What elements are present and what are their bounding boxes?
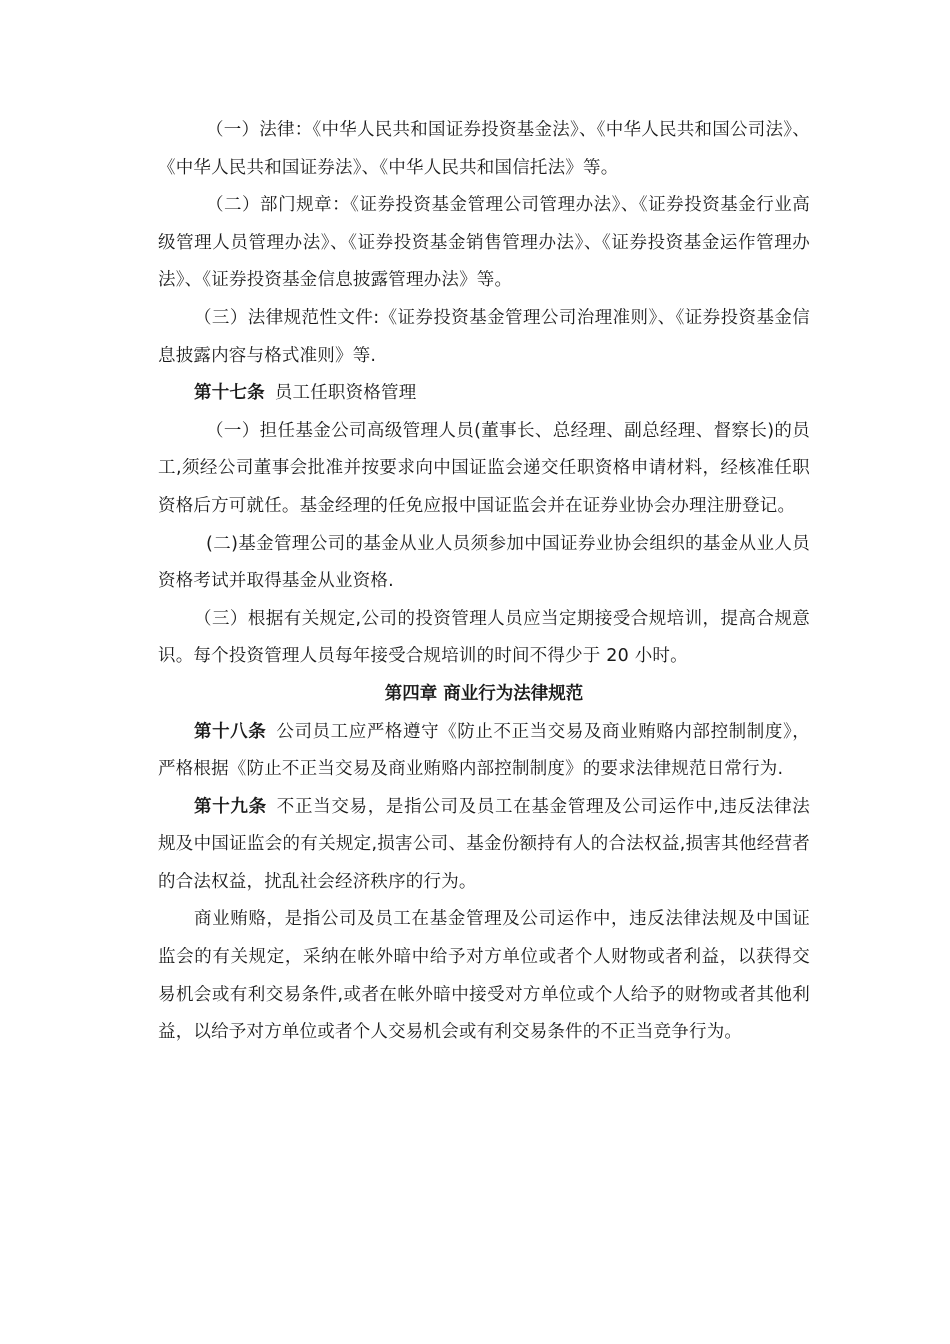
- document-page: [158, 112, 810, 1052]
- article-18: [158, 714, 810, 789]
- chapter-heading: 第四章 商业行为法律规范: [384, 683, 584, 704]
- paragraph-compliance-training: （三）根据有关规定,公司的投资管理人员应当定期接受合规培训，提高合规意识。每个投资管理人员每年接受合规培训的时间不得少于 20 小时。: [158, 608, 810, 667]
- article-18-text: 公司员工应严格遵守《防止不正当交易及商业贿赂内部控制制度》，严格根据《防止不正当交易及商业贿赂内部控制制度》的要求法律规范日常行为.: [158, 721, 810, 780]
- paragraph-fund-practitioners: (二)基金管理公司的基金从业人员须参加中国证券业协会组织的基金从业人员资格考试并取得基金从业资格.: [158, 533, 810, 592]
- article-17-title: 第十七条: [194, 383, 265, 404]
- article-19: [158, 789, 810, 902]
- paragraph-senior-management: （一）担任基金公司高级管理人员(董事长、总经理、副总经理、督察长)的员工,须经公司董事会批准并按要求向中国证监会递交任职资格申请材料，经核准任职资格后方可就任。基金经理的任免应报中国证监会并在证券业协会办理注册登记。: [158, 420, 810, 516]
- paragraph-commercial-bribery: 商业贿赂，是指公司及员工在基金管理及公司运作中，违反法律法规及中国证监会的有关规定，采纳在帐外暗中给予对方单位或者个人财物或者利益，以获得交易机会或有利交易条件,或者在帐外暗中接受对方单位或个人给予的财物或者其他利益，以给予对方单位或者个人交易机会或有利交易条件的不正当竞争行为。: [158, 909, 810, 1043]
- article-17: [158, 375, 810, 413]
- paragraph-department-rules: （二）部门规章：《证券投资基金管理公司管理办法》、《证券投资基金行业高级管理人员管理办法》、《证券投资基金销售管理办法》、《证券投资基金运作管理办法》、《证券投资基金信息披露管理办法》等。: [158, 195, 810, 291]
- paragraph-laws: （一）法律：《中华人民共和国证券投资基金法》、《中华人民共和国公司法》、《中华人民共和国证券法》、《中华人民共和国信托法》等。: [158, 120, 810, 178]
- article-19-title: 第十九条: [194, 796, 267, 817]
- article-17-text: 员工任职资格管理: [274, 383, 417, 404]
- paragraph-normative-documents: （三）法律规范性文件:《证券投资基金管理公司治理准则》、《证券投资基金信息披露内容与格式准则》等.: [158, 307, 810, 366]
- article-19-text: 不正当交易，是指公司及员工在基金管理及公司运作中,违反法律法规及中国证监会的有关规定,损害公司、基金份额持有人的合法权益,损害其他经营者的合法权益，扰乱社会经济秩序的行为。: [158, 796, 810, 892]
- article-18-title: 第十八条: [194, 721, 267, 742]
